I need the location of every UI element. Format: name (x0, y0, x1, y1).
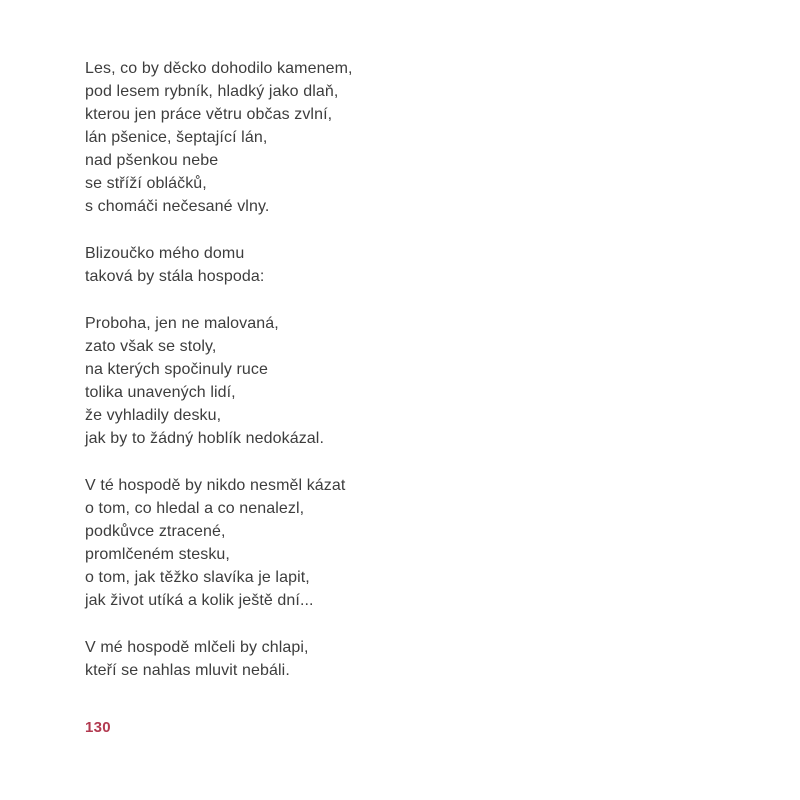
poem-line: pod lesem rybník, hladký jako dlaň, (85, 83, 339, 100)
poem-stanza (85, 474, 353, 612)
poem-line: lán pšenice, šeptající lán, (85, 129, 268, 146)
page-number: 130 (85, 719, 111, 736)
poem-line: promlčeném stesku, (85, 546, 230, 563)
poem-line: V mé hospodě mlčeli by chlapi, (85, 639, 309, 656)
poem-stanza (85, 636, 353, 682)
poem-line: že vyhladily desku, (85, 407, 222, 424)
poem-line: V té hospodě by nikdo nesměl kázat (85, 477, 346, 494)
poem-line: kteří se nahlas mluvit nebáli. (85, 662, 290, 679)
poem-line: podkůvce ztracené, (85, 523, 226, 540)
poem-line: jak život utíká a kolik ještě dní... (85, 592, 314, 609)
poem-line: Proboha, jen ne malovaná, (85, 315, 279, 332)
poem-line: nad pšenkou nebe (85, 152, 219, 169)
poem-line: s chomáči nečesané vlny. (85, 198, 270, 215)
poem-stanza (85, 57, 353, 218)
poem-line: Les, co by děcko dohodilo kamenem, (85, 60, 353, 77)
poem-line: zato však se stoly, (85, 338, 217, 355)
poem-line: taková by stála hospoda: (85, 268, 265, 285)
poem-stanza (85, 242, 353, 288)
poem-line: na kterých spočinuly ruce (85, 361, 269, 378)
poem-line: kterou jen práce větru občas zvlní, (85, 106, 333, 123)
poem-line: Blizoučko mého domu (85, 245, 245, 262)
poem (85, 57, 353, 706)
poem-line: o tom, co hledal a co nenalezl, (85, 500, 305, 517)
poem-stanza (85, 312, 353, 450)
poem-line: o tom, jak těžko slavíka je lapit, (85, 569, 310, 586)
poem-line: tolika unavených lidí, (85, 384, 236, 401)
poem-line: se stříží obláčků, (85, 175, 207, 192)
poem-line: jak by to žádný hoblík nedokázal. (85, 430, 325, 447)
